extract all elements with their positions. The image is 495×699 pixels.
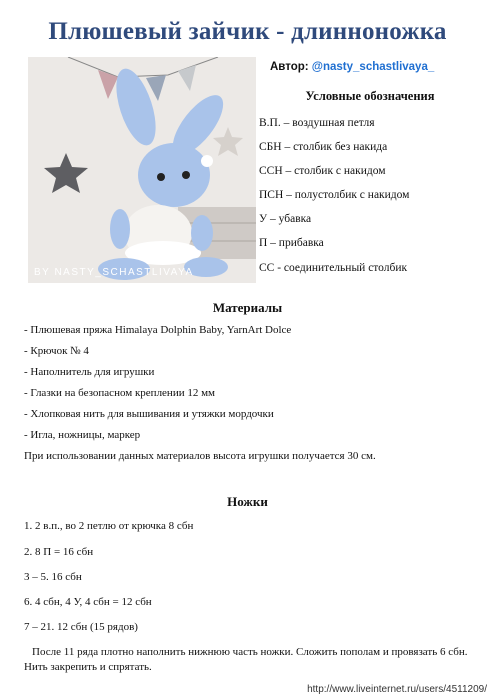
materials-item: - Игла, ножницы, маркер xyxy=(24,429,141,441)
author-handle[interactable]: @nasty_schastlivaya_ xyxy=(311,61,435,73)
legs-note: После 11 ряда плотно наполнить нижнюю часть ножки. Сложить пополам и провязать 6 сбн. Нить закрепить и спрятать. xyxy=(24,646,468,673)
legend-item: П – прибавка xyxy=(259,237,324,249)
materials-title: Материалы xyxy=(212,300,283,315)
legs-row: 6. 4 сбн, 4 У, 4 сбн = 12 сбн xyxy=(24,596,152,608)
footer-watermark: http://www.liveinternet.ru/users/4511209/ xyxy=(307,684,487,695)
legend-title: Условные обозначения xyxy=(305,89,435,103)
legs-row: 7 – 21. 12 сбн (15 рядов) xyxy=(24,621,138,633)
materials-item: - Хлопковая нить для вышивания и утяжки мордочки xyxy=(24,408,274,420)
legend-item: СБН – столбик без накида xyxy=(259,141,388,153)
materials-item: - Глазки на безопасном креплении 12 мм xyxy=(24,387,216,399)
author-line xyxy=(270,61,434,73)
page-title: Плюшевый зайчик - длинноножка xyxy=(48,18,447,45)
materials-item: - Крючок № 4 xyxy=(24,345,89,357)
legs-row: 3 – 5. 16 сбн xyxy=(24,571,82,583)
legs-row: 2. 8 П = 16 сбн xyxy=(24,546,94,558)
photo-watermark: BY NASTY_SCHASTLIVAYA xyxy=(34,267,194,278)
legs-title: Ножки xyxy=(227,494,268,509)
materials-item: - Плюшевая пряжа Himalaya Dolphin Baby, YarnArt Dolce xyxy=(24,324,292,336)
bunny-photo xyxy=(28,57,256,283)
legend-item: ПСН – полустолбик с накидом xyxy=(259,189,410,201)
author-label: Автор: xyxy=(270,61,312,73)
legend-item: ССН – столбик с накидом xyxy=(259,165,386,177)
legend-item: У – убавка xyxy=(259,213,312,225)
legend-item: В.П. – воздушная петля xyxy=(259,117,375,129)
legend-item: СС - соединительный столбик xyxy=(259,262,408,274)
materials-note: При использовании данных материалов высота игрушки получается 30 см. xyxy=(24,450,376,462)
legs-row: 1. 2 в.п., во 2 петлю от крючка 8 сбн xyxy=(24,520,194,532)
materials-item: - Наполнитель для игрушки xyxy=(24,366,155,378)
